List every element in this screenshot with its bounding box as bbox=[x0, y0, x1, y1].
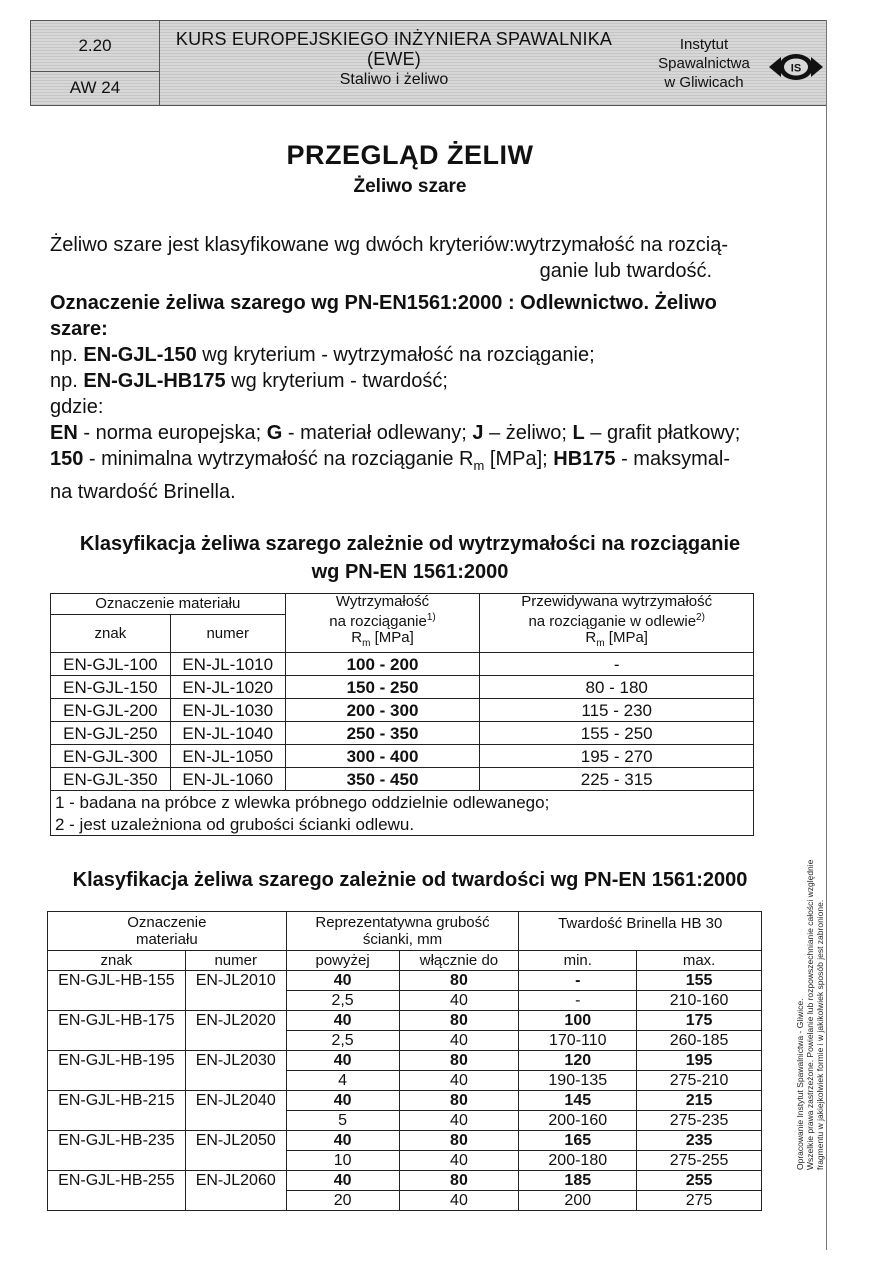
text: - norma europejska; bbox=[77, 422, 267, 444]
text: na rozciąganie bbox=[329, 613, 427, 630]
text: - materiał odlewany; bbox=[282, 422, 473, 444]
cell-number: EN-JL-1020 bbox=[170, 676, 285, 699]
cell-strength: 200 - 300 bbox=[285, 699, 480, 722]
cell-max: 260-185 bbox=[637, 1031, 762, 1051]
cell-predicted: 115 - 230 bbox=[480, 699, 754, 722]
cell-max: 155 bbox=[637, 971, 762, 991]
designation-heading: Oznaczenie żeliwa szarego wg PN-EN1561:2000 : Odlewnictwo. Żeliwo szare: bbox=[50, 292, 717, 340]
cell-above: 40 bbox=[286, 1131, 399, 1151]
copyright-note bbox=[795, 850, 825, 1170]
cell-min: 100 bbox=[519, 1011, 637, 1031]
cell-above: 4 bbox=[286, 1071, 399, 1091]
cell-upto: 40 bbox=[399, 1031, 519, 1051]
cell-min: 120 bbox=[519, 1051, 637, 1071]
cell-sign: EN-GJL-HB-255 bbox=[48, 1171, 186, 1211]
cell-min: 170-110 bbox=[519, 1031, 637, 1051]
code: EN-GJL-HB175 bbox=[83, 370, 226, 392]
cell-number: EN-JL-1010 bbox=[170, 653, 285, 676]
col-header-max: max. bbox=[637, 951, 762, 971]
header-line: Oznaczenie bbox=[127, 914, 207, 931]
text: - minimalna wytrzymałość na rozciąganie R bbox=[83, 448, 474, 470]
heading-line: wg PN-EN 1561:2000 bbox=[311, 561, 509, 583]
code: L bbox=[572, 422, 585, 444]
cell-predicted: 80 - 180 bbox=[480, 676, 754, 699]
cell-predicted: - bbox=[480, 653, 754, 676]
cell-max: 275-255 bbox=[637, 1151, 762, 1171]
cell-upto: 40 bbox=[399, 1151, 519, 1171]
page-subtitle: Żeliwo szare bbox=[353, 176, 467, 197]
cell-number: EN-JL2050 bbox=[185, 1131, 286, 1171]
cell-upto: 80 bbox=[399, 1091, 519, 1111]
table-row bbox=[48, 971, 762, 991]
superscript: 2) bbox=[696, 612, 705, 623]
cell-predicted: 155 - 250 bbox=[480, 722, 754, 745]
copyright-line: Wszelkie prawa zastrzeżone. Powielanie lub rozpowszechnianie całości względnie bbox=[805, 859, 815, 1170]
cell-above: 40 bbox=[286, 1171, 399, 1191]
table-row bbox=[51, 699, 754, 722]
cell-upto: 80 bbox=[399, 1131, 519, 1151]
margin-rule bbox=[826, 20, 827, 1250]
cell-above: 5 bbox=[286, 1111, 399, 1131]
institute-line: Spawalnictwa bbox=[658, 55, 750, 72]
text: – grafit płatkowy; bbox=[584, 422, 741, 444]
institute-line: w Gliwicach bbox=[664, 74, 744, 91]
course-title: KURS EUROPEJSKIEGO INŻYNIERA SPAWALNIKA bbox=[175, 29, 613, 49]
code: 150 bbox=[50, 448, 84, 470]
text: [MPa] bbox=[604, 629, 648, 646]
code: G bbox=[266, 422, 283, 444]
col-header-number: numer bbox=[185, 951, 286, 971]
text: R bbox=[351, 629, 363, 646]
header-line: Reprezentatywna grubość bbox=[315, 914, 490, 931]
institute-line: Instytut bbox=[679, 36, 729, 53]
cell-sign: EN-GJL-350 bbox=[51, 768, 171, 791]
legend-line bbox=[50, 420, 762, 446]
text: wg kryterium - wytrzymałość na rozciąganie; bbox=[196, 344, 595, 366]
footnote-1: 1 - badana na próbce z wlewka próbnego oddzielnie odlewanego; bbox=[51, 791, 754, 814]
cell-upto: 80 bbox=[399, 1051, 519, 1071]
cell-min: 190-135 bbox=[519, 1071, 637, 1091]
example-line bbox=[50, 368, 762, 394]
col-header-min: min. bbox=[519, 951, 637, 971]
intro-line: ganie lub twardość. bbox=[539, 260, 712, 282]
cell-max: 275 bbox=[637, 1191, 762, 1211]
col-header-designation: Oznaczenie materiału bbox=[51, 594, 286, 615]
institute-logo-icon bbox=[769, 51, 823, 83]
cell-predicted: 195 - 270 bbox=[480, 745, 754, 768]
header-line: ścianki, mm bbox=[362, 931, 443, 948]
cell-sign: EN-GJL-300 bbox=[51, 745, 171, 768]
text: [MPa]; bbox=[484, 448, 554, 470]
cell-max: 235 bbox=[637, 1131, 762, 1151]
col-header-predicted bbox=[480, 594, 754, 653]
cell-min: 145 bbox=[519, 1091, 637, 1111]
cell-above: 40 bbox=[286, 971, 399, 991]
cell-number: EN-JL2040 bbox=[185, 1091, 286, 1131]
cell-predicted: 225 - 315 bbox=[480, 768, 754, 791]
text: - maksymal- bbox=[615, 448, 730, 470]
cell-number: EN-JL-1030 bbox=[170, 699, 285, 722]
table-row bbox=[48, 1131, 762, 1151]
cell-max: 215 bbox=[637, 1091, 762, 1111]
cell-above: 40 bbox=[286, 1091, 399, 1111]
cell-min: 165 bbox=[519, 1131, 637, 1151]
course-title-block bbox=[159, 21, 629, 105]
cell-above: 10 bbox=[286, 1151, 399, 1171]
col-header-sign: znak bbox=[48, 951, 186, 971]
table2-heading: Klasyfikacja żeliwa szarego zależnie od twardości wg PN-EN 1561:2000 bbox=[72, 869, 748, 891]
cell-upto: 80 bbox=[399, 971, 519, 991]
table-row bbox=[51, 768, 754, 791]
col-header-number: numer bbox=[170, 615, 285, 653]
subscript: m bbox=[596, 638, 605, 649]
cell-sign: EN-GJL-200 bbox=[51, 699, 171, 722]
text: R bbox=[585, 629, 597, 646]
page-title: PRZEGLĄD ŻELIW bbox=[286, 140, 534, 170]
col-header-hardness: Twardość Brinella HB 30 bbox=[519, 912, 762, 951]
cell-strength: 350 - 450 bbox=[285, 768, 480, 791]
course-abbrev: (EWE) bbox=[367, 49, 421, 69]
table-row bbox=[51, 676, 754, 699]
col-header-sign: znak bbox=[51, 615, 171, 653]
subscript: m bbox=[362, 638, 371, 649]
chapter-code: 2.20 bbox=[31, 21, 160, 72]
code: EN bbox=[50, 422, 78, 444]
cell-sign: EN-GJL-100 bbox=[51, 653, 171, 676]
page-header bbox=[30, 20, 827, 106]
table1-heading bbox=[0, 530, 820, 586]
table-row bbox=[48, 1091, 762, 1111]
module-code: AW 24 bbox=[31, 71, 160, 105]
cell-min: 200-180 bbox=[519, 1151, 637, 1171]
code: J bbox=[472, 422, 484, 444]
code: EN-GJL-150 bbox=[83, 344, 197, 366]
cell-strength: 300 - 400 bbox=[285, 745, 480, 768]
table-row bbox=[51, 653, 754, 676]
cell-max: 195 bbox=[637, 1051, 762, 1071]
cell-min: 185 bbox=[519, 1171, 637, 1191]
col-header-designation bbox=[48, 912, 287, 951]
cell-above: 2,5 bbox=[286, 991, 399, 1011]
cell-sign: EN-GJL-HB-215 bbox=[48, 1091, 186, 1131]
cell-sign: EN-GJL-250 bbox=[51, 722, 171, 745]
logo-text: IS bbox=[790, 62, 802, 75]
cell-sign: EN-GJL-150 bbox=[51, 676, 171, 699]
cell-number: EN-JL-1060 bbox=[170, 768, 285, 791]
text: na rozciąganie w odlewie bbox=[528, 613, 697, 630]
copyright-line: fragmentu w jakiejkolwiek formie i w jakikolwiek sposób jest zabronione. bbox=[815, 899, 825, 1170]
superscript: 1) bbox=[426, 612, 436, 623]
where-line: gdzie: bbox=[50, 396, 104, 418]
cell-above: 40 bbox=[286, 1051, 399, 1071]
header-line bbox=[480, 630, 753, 652]
cell-sign: EN-GJL-HB-195 bbox=[48, 1051, 186, 1091]
cell-min: 200 bbox=[519, 1191, 637, 1211]
cell-min: 200-160 bbox=[519, 1111, 637, 1131]
cell-max: 275-235 bbox=[637, 1111, 762, 1131]
cell-max: 210-160 bbox=[637, 991, 762, 1011]
strength-table bbox=[50, 593, 754, 836]
code: HB175 bbox=[553, 448, 616, 470]
col-header-upto: włącznie do bbox=[399, 951, 519, 971]
cell-max: 275-210 bbox=[637, 1071, 762, 1091]
cell-sign: EN-GJL-HB-235 bbox=[48, 1131, 186, 1171]
text: [MPa] bbox=[370, 629, 414, 646]
cell-upto: 40 bbox=[399, 1191, 519, 1211]
cell-min: - bbox=[519, 971, 637, 991]
cell-strength: 250 - 350 bbox=[285, 722, 480, 745]
cell-above: 40 bbox=[286, 1011, 399, 1031]
table-row bbox=[48, 1011, 762, 1031]
header-line bbox=[286, 610, 480, 630]
cell-above: 20 bbox=[286, 1191, 399, 1211]
cell-upto: 40 bbox=[399, 991, 519, 1011]
cell-max: 175 bbox=[637, 1011, 762, 1031]
col-header-strength bbox=[285, 594, 480, 653]
cell-number: EN-JL-1040 bbox=[170, 722, 285, 745]
cell-number: EN-JL2020 bbox=[185, 1011, 286, 1051]
legend-line bbox=[50, 446, 762, 479]
legend-line: na twardość Brinella. bbox=[50, 481, 236, 503]
cell-upto: 80 bbox=[399, 1171, 519, 1191]
header-line: Przewidywana wytrzymałość bbox=[521, 593, 713, 610]
cell-above: 2,5 bbox=[286, 1031, 399, 1051]
cell-min: - bbox=[519, 991, 637, 1011]
cell-sign: EN-GJL-HB-155 bbox=[48, 971, 186, 1011]
example-line bbox=[50, 342, 762, 368]
cell-upto: 40 bbox=[399, 1111, 519, 1131]
header-line: materiału bbox=[135, 931, 198, 948]
cell-number: EN-JL2010 bbox=[185, 971, 286, 1011]
intro-line: Żeliwo szare jest klasyfikowane wg dwóch kryteriów:wytrzymałość na rozcią- bbox=[50, 234, 728, 256]
cell-sign: EN-GJL-HB-175 bbox=[48, 1011, 186, 1051]
cell-max: 255 bbox=[637, 1171, 762, 1191]
col-header-above: powyżej bbox=[286, 951, 399, 971]
col-header-thickness bbox=[286, 912, 519, 951]
institute-name bbox=[629, 35, 779, 92]
cell-strength: 100 - 200 bbox=[285, 653, 480, 676]
heading-line: Klasyfikacja żeliwa szarego zależnie od wytrzymałości na rozciąganie bbox=[79, 533, 741, 555]
cell-upto: 40 bbox=[399, 1071, 519, 1091]
cell-upto: 80 bbox=[399, 1011, 519, 1031]
course-topic: Staliwo i żeliwo bbox=[339, 71, 449, 88]
hardness-table bbox=[47, 911, 762, 1211]
header-line: Wytrzymałość bbox=[335, 593, 430, 610]
table-row bbox=[48, 1051, 762, 1071]
table-row bbox=[51, 745, 754, 768]
header-line bbox=[286, 630, 480, 652]
cell-number: EN-JL-1050 bbox=[170, 745, 285, 768]
text: np. bbox=[50, 344, 84, 366]
footnote-2: 2 - jest uzależniona od grubości ścianki odlewu. bbox=[51, 813, 754, 836]
table-row bbox=[48, 1171, 762, 1191]
text: np. bbox=[50, 370, 84, 392]
header-line bbox=[480, 610, 753, 630]
intro-paragraph bbox=[50, 232, 762, 505]
cell-strength: 150 - 250 bbox=[285, 676, 480, 699]
text: – żeliwo; bbox=[483, 422, 573, 444]
text: wg kryterium - twardość; bbox=[225, 370, 448, 392]
subscript: m bbox=[473, 458, 485, 473]
cell-number: EN-JL2030 bbox=[185, 1051, 286, 1091]
copyright-line: Opracowanie Instytut Spawalnictwa - Gliwice. bbox=[795, 998, 805, 1170]
table-row bbox=[51, 722, 754, 745]
cell-number: EN-JL2060 bbox=[185, 1171, 286, 1211]
